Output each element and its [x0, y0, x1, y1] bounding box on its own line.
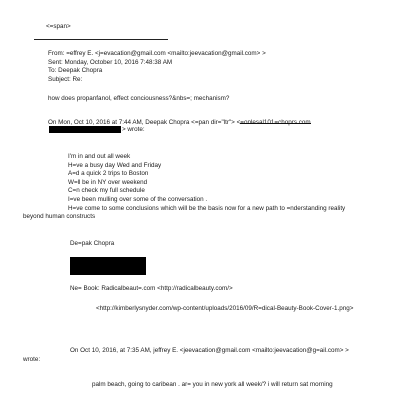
redaction-bar	[49, 126, 121, 133]
body-line: I'm in and out all week	[68, 153, 131, 160]
body-line: I=ve been mulling over some of the conversation .	[68, 196, 208, 203]
signature-name: De=pak Chopra	[70, 240, 115, 247]
body-line: H=ve a busy day Wed and Friday	[68, 162, 162, 169]
question-text: how does propanfanol, effect conciousness?&nbs=; mechanism?	[48, 95, 230, 102]
header-sent: Sent: Monday, October 10, 2016 7:48:38 AM	[48, 59, 173, 66]
header-from: From: =effrey E. <j=evacation@gmail.com <mailto:jeevacation@gmail.com> >	[48, 50, 266, 57]
body-line: C=n check my full schedule	[68, 187, 145, 194]
attribution-start: On Mon, Oct 10, 2016 at 7:44 AM, Deepak Chopra <=pan dir="ltr"> <	[48, 119, 241, 126]
book-line: Ne= Book: Radicalbeaut=.com <http://radicalbeauty.com/>	[70, 285, 233, 292]
body-line: H=ve come to some conclusions which will be the basis now for a new path to =nderstanding reality	[68, 205, 346, 212]
strikethrough-line	[240, 123, 310, 125]
wrote-label: wrote:	[23, 356, 41, 363]
redaction-block	[70, 257, 146, 275]
body-line: beyond human constructs	[23, 213, 96, 220]
separator-line	[34, 39, 168, 40]
body-line: A=d a quick 2 trips to Boston	[68, 170, 149, 177]
header-to: To: Deepak Chopra	[48, 67, 103, 74]
span-tag: <=span>	[46, 23, 71, 30]
attribution-end: > wrote:	[122, 126, 145, 133]
body-line: palm beach, going to caribean . ar= you in new york all week/? i will return sat morning	[92, 381, 333, 388]
reply-attribution: On Oct 10, 2016, at 7:35 AM, jeffrey E. <jeevacation@gmail.com <mailto:jeevacation@g=ail.com> >	[70, 347, 349, 354]
header-subject: Subject: Re:	[48, 76, 83, 83]
body-line: W=ll be in NY over weekend	[68, 179, 148, 186]
struck-email	[240, 119, 310, 127]
image-url: <http://kimberlysnyder.com/wp-content/uploads/2016/09/R=dical-Beauty-Book-Cover-1.png>	[96, 305, 354, 312]
